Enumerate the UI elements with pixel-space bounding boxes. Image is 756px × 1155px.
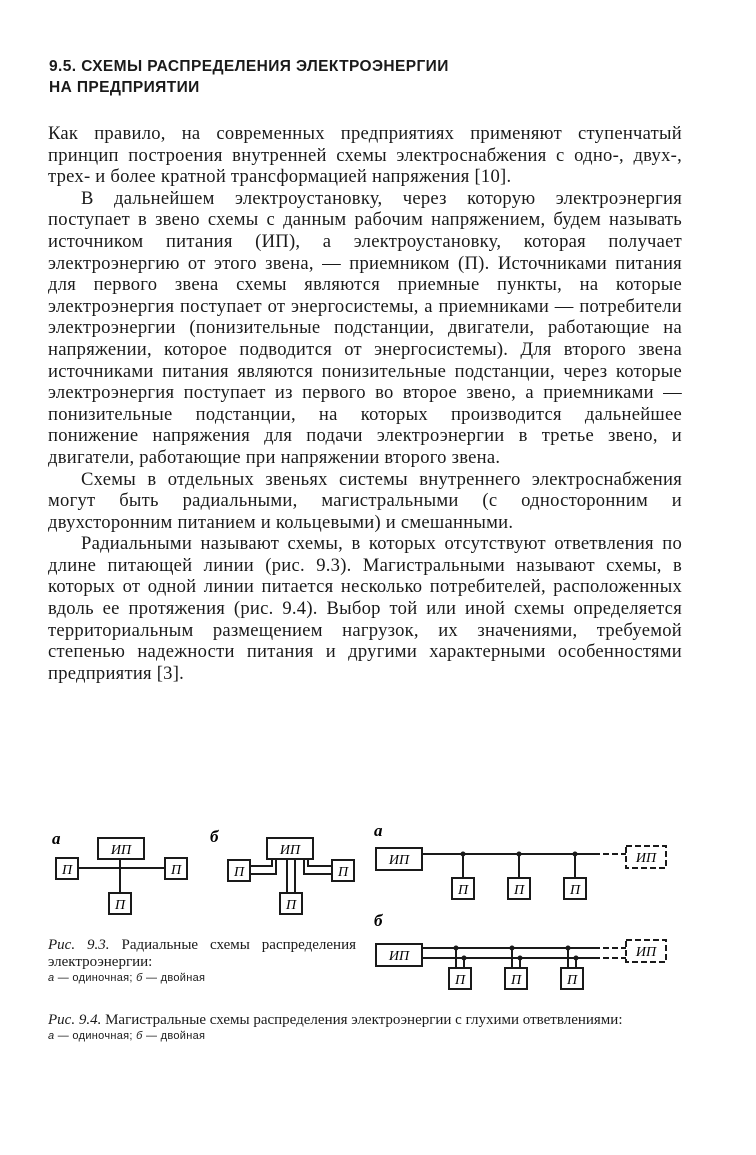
legend-a-text: — одиночная; bbox=[57, 1030, 133, 1042]
diagram-label-b: б bbox=[374, 911, 383, 930]
trunk-single-diagram bbox=[368, 820, 678, 902]
source-label: ИП bbox=[388, 853, 410, 868]
trunk-double-diagram bbox=[368, 910, 678, 992]
section-title-line-1: СХЕМЫ РАСПРЕДЕЛЕНИЯ ЭЛЕКТРОЭНЕРГИИ bbox=[81, 58, 449, 75]
legend-a-letter: а bbox=[48, 1030, 55, 1042]
source-label-dashed: ИП bbox=[635, 851, 657, 866]
figure-9-4b bbox=[368, 910, 678, 992]
receiver-label-3: П bbox=[569, 883, 581, 898]
figure-9-3b bbox=[204, 820, 364, 920]
paragraph-2: В дальнейшем электроустановку, через которую электроэнергия поступает в звено схемы с данным рабочим напряжением, будем называть источником питания (ИП), а электроустановку, которая получает электроэнергию от этого звена, — приемником (П). Источниками питания для первого звена схемы являются приемные пункты, на которые электроэнергия поступает от энергосистемы, а приемниками — потребители электроэнергии (понизительные подстанции, двигатели, работающие на напряжении, которое подводится от энергосистемы). Для второго звена источниками питания являются понизительные подстанции, через которые электроэнергия поступает из первого во второе звено, а приемниками — понизительные подстанции, на которых производится дальнейшее понижение напряжения для подачи электроэнергии в третье звено, и двигатели, работающие при напряжении второго звена. bbox=[48, 187, 682, 468]
receiver-label-1: П bbox=[457, 883, 469, 898]
paragraph-3: Схемы в отдельных звеньях системы внутреннего электроснабжения могут быть радиальными, магистральными (с односторонним и двухсторонним питанием и кольцевыми) и смешанными. bbox=[48, 468, 682, 533]
body-text bbox=[48, 123, 682, 684]
figure-9-4-caption bbox=[48, 1012, 680, 1044]
section-heading bbox=[49, 56, 709, 98]
radial-double-diagram bbox=[204, 820, 364, 920]
receiver-label-left: П bbox=[233, 865, 245, 880]
receiver-label-left: П bbox=[61, 863, 73, 878]
receiver-label-right: П bbox=[337, 865, 349, 880]
figure-9-4-title: Магистральные схемы распределения электроэнергии с глухими ответвлениями: bbox=[105, 1012, 623, 1028]
figure-9-4-legend bbox=[48, 1029, 680, 1044]
receiver-label-2: П bbox=[513, 883, 525, 898]
figure-9-4-label: Рис. 9.4. bbox=[48, 1012, 102, 1028]
diagram-label-b: б bbox=[210, 827, 219, 846]
radial-single-diagram bbox=[46, 820, 206, 920]
legend-b-letter: б bbox=[136, 1030, 143, 1042]
source-label-dashed: ИП bbox=[635, 945, 657, 960]
legend-a-text: — одиночная; bbox=[57, 972, 133, 984]
receiver-label-2: П bbox=[510, 973, 522, 988]
legend-b-text: — двойная bbox=[145, 1030, 206, 1042]
section-heading-line-1 bbox=[49, 56, 709, 77]
figure-9-3a bbox=[46, 820, 206, 920]
section-title-line-2: НА ПРЕДПРИЯТИИ bbox=[49, 79, 200, 96]
figure-9-3-legend bbox=[48, 971, 356, 986]
receiver-label-bottom: П bbox=[285, 898, 297, 913]
paragraph-4: Радиальными называют схемы, в которых отсутствуют ответвления по длине питающей линии (рис. 9.3). Магистральными называют схемы, в которых от одной линии питается несколько потребителей, расположенных вдоль ее протяжения (рис. 9.4). Выбор той или иной схемы определяется территориальным размещением нагрузок, их значениями, требуемой степенью надежности питания и другими характерными особенностями предприятия [3]. bbox=[48, 533, 682, 684]
section-number: 9.5. bbox=[49, 58, 77, 75]
receiver-label-1: П bbox=[454, 973, 466, 988]
source-label: ИП bbox=[110, 843, 132, 858]
receiver-label-right: П bbox=[170, 863, 182, 878]
figure-9-4a bbox=[368, 820, 678, 902]
receiver-label-bottom: П bbox=[114, 898, 126, 913]
legend-b-text: — двойная bbox=[145, 972, 206, 984]
receiver-label-3: П bbox=[566, 973, 578, 988]
source-label: ИП bbox=[388, 949, 410, 964]
source-label: ИП bbox=[279, 843, 301, 858]
diagram-label-a: а bbox=[374, 821, 383, 840]
figure-9-3-caption bbox=[48, 937, 356, 986]
paragraph-1: Как правило, на современных предприятиях применяют ступенчатый принцип построения внутренней схемы электроснабжения с одно-, двух-, трех- и более кратной трансформацией напряжения [10]. bbox=[48, 123, 682, 188]
figure-9-3-title: Радиальные схемы распределения электроэнергии: bbox=[48, 937, 356, 970]
figure-9-3-label: Рис. 9.3. bbox=[48, 937, 110, 953]
diagram-label-a: а bbox=[52, 829, 61, 848]
legend-b-letter: б bbox=[136, 972, 143, 984]
legend-a-letter: а bbox=[48, 972, 55, 984]
